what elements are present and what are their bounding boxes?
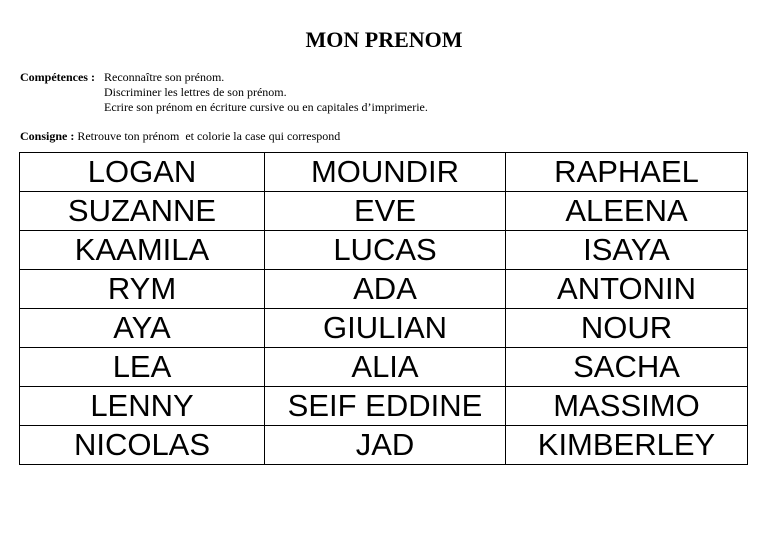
name-cell[interactable]: MASSIMO: [506, 387, 748, 426]
consigne-line: [20, 129, 340, 144]
name-cell[interactable]: EVE: [265, 192, 506, 231]
name-cell[interactable]: NOUR: [506, 309, 748, 348]
name-cell[interactable]: RAPHAEL: [506, 153, 748, 192]
name-cell[interactable]: ALIA: [265, 348, 506, 387]
competence-line: Reconnaître son prénom.: [104, 70, 225, 84]
consigne-text: Retrouve ton prénom et colorie la case qui correspond: [74, 129, 341, 143]
table-row: [20, 309, 748, 348]
table-row: [20, 192, 748, 231]
competence-line: Ecrire son prénom en écriture cursive ou en capitales d’imprimerie.: [104, 100, 428, 114]
table-row: [20, 270, 748, 309]
name-cell[interactable]: KAAMILA: [20, 231, 265, 270]
competences-label: Compétences :: [20, 70, 95, 84]
name-cell[interactable]: SUZANNE: [20, 192, 265, 231]
name-cell[interactable]: LEA: [20, 348, 265, 387]
page-title: MON PRENOM: [305, 27, 463, 52]
consigne-label: Consigne :: [20, 129, 75, 143]
name-cell[interactable]: SEIF EDDINE: [265, 387, 506, 426]
name-cell[interactable]: RYM: [20, 270, 265, 309]
name-cell[interactable]: KIMBERLEY: [506, 426, 748, 465]
name-cell[interactable]: LENNY: [20, 387, 265, 426]
table-row: [20, 426, 748, 465]
name-cell[interactable]: SACHA: [506, 348, 748, 387]
name-cell[interactable]: ALEENA: [506, 192, 748, 231]
name-cell[interactable]: AYA: [20, 309, 265, 348]
table-row: [20, 153, 748, 192]
name-cell[interactable]: ADA: [265, 270, 506, 309]
name-cell[interactable]: LUCAS: [265, 231, 506, 270]
name-cell[interactable]: ANTONIN: [506, 270, 748, 309]
name-cell[interactable]: GIULIAN: [265, 309, 506, 348]
competences-block: [20, 70, 428, 115]
table-row: [20, 387, 748, 426]
name-cell[interactable]: ISAYA: [506, 231, 748, 270]
table-row: [20, 348, 748, 387]
table-row: [20, 231, 748, 270]
name-cell[interactable]: MOUNDIR: [265, 153, 506, 192]
competence-line: Discriminer les lettres de son prénom.: [104, 85, 287, 99]
name-cell[interactable]: NICOLAS: [20, 426, 265, 465]
name-cell[interactable]: LOGAN: [20, 153, 265, 192]
names-table: [19, 152, 748, 465]
name-cell[interactable]: JAD: [265, 426, 506, 465]
